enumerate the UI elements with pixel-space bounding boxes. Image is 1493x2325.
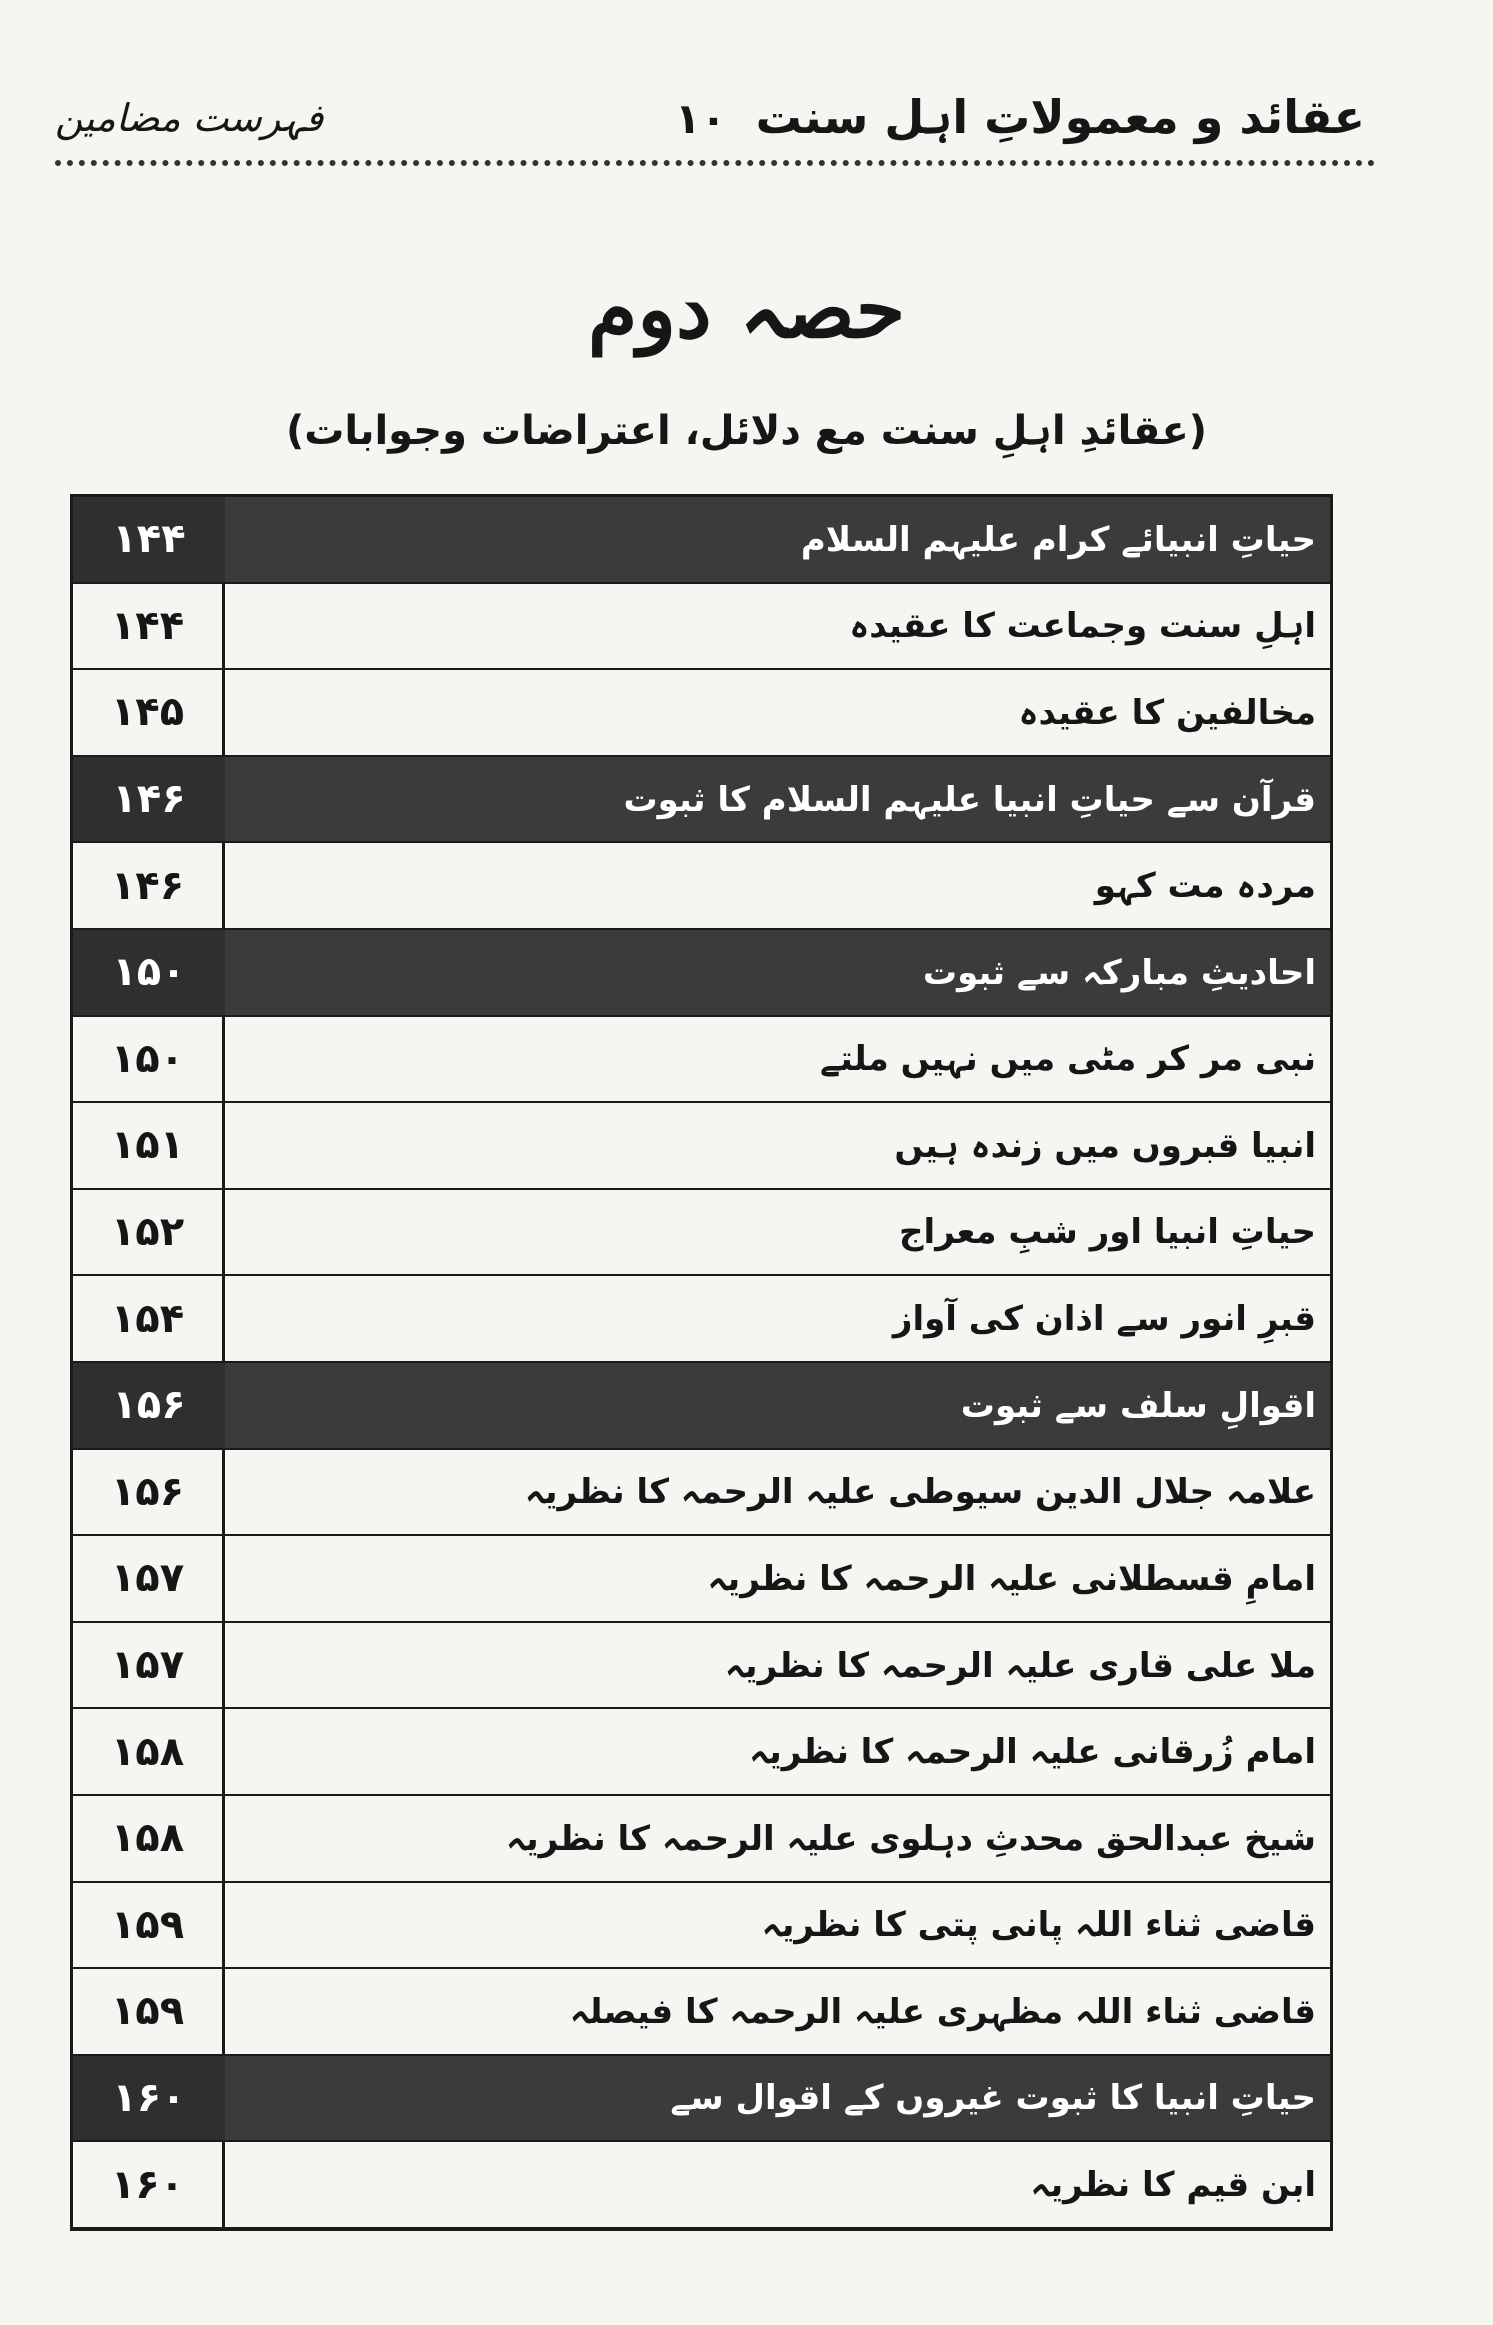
toc-page-number: ۱۵۰ bbox=[73, 930, 225, 1015]
toc-entry-row bbox=[73, 1017, 1330, 1104]
section-title: فہرست مضامین bbox=[55, 96, 324, 140]
toc-entry-row bbox=[73, 670, 1330, 757]
toc-page-number: ۱۵۶ bbox=[73, 1450, 225, 1535]
book-title: عقائد و معمولاتِ اہل سنت bbox=[755, 90, 1365, 144]
toc-entry-title: احادیثِ مبارکہ سے ثبوت bbox=[922, 952, 1316, 993]
toc-entry-title: حیاتِ انبیا کا ثبوت غیروں کے اقوال سے bbox=[670, 2078, 1316, 2119]
toc-page-number: ۱۴۴ bbox=[73, 584, 225, 669]
toc-entry-title: قبرِ انور سے اذان کی آواز bbox=[892, 1299, 1316, 1340]
page-number: ۱۰ bbox=[675, 94, 727, 143]
toc-entry-title: ملا علی قاری علیہ الرحمہ کا نظریہ bbox=[724, 1645, 1316, 1686]
toc-entry-title: قاضی ثناء اللہ پانی پتی کا نظریہ bbox=[761, 1905, 1316, 1946]
toc-entry-row bbox=[73, 1969, 1330, 2056]
toc-page-number: ۱۵۹ bbox=[73, 1883, 225, 1968]
toc-page-number: ۱۵۸ bbox=[73, 1796, 225, 1881]
toc-entry-title: امام زُرقانی علیہ الرحمہ کا نظریہ bbox=[749, 1732, 1316, 1773]
part-title: حصہ دوم bbox=[587, 262, 906, 356]
toc-entry-row bbox=[73, 1536, 1330, 1623]
toc-entry-title: حیاتِ انبیا اور شبِ معراج bbox=[899, 1212, 1316, 1253]
toc-entry-row bbox=[73, 1450, 1330, 1537]
toc-heading-row bbox=[73, 1363, 1330, 1450]
toc-page-number: ۱۴۶ bbox=[73, 843, 225, 928]
toc-entry-row bbox=[73, 2142, 1330, 2229]
toc-entry-title: علامہ جلال الدین سیوطی علیہ الرحمہ کا نظریہ bbox=[524, 1472, 1316, 1513]
toc-heading-row bbox=[73, 930, 1330, 1017]
part-subtitle: (عقائدِ اہلِ سنت مع دلائل، اعتراضات وجوابات) bbox=[285, 408, 1208, 454]
toc-page-number: ۱۴۴ bbox=[73, 497, 225, 582]
toc-entry-row bbox=[73, 1623, 1330, 1710]
toc-entry-row bbox=[73, 1709, 1330, 1796]
toc-page-number: ۱۶۰ bbox=[73, 2056, 225, 2141]
toc-entry-title: ابن قیم کا نظریہ bbox=[1030, 2165, 1316, 2206]
toc-page-number: ۱۵۹ bbox=[73, 1969, 225, 2054]
toc-page-number: ۱۵۱ bbox=[73, 1103, 225, 1188]
toc-entry-title: مخالفین کا عقیدہ bbox=[1018, 692, 1316, 733]
toc-entry-row bbox=[73, 584, 1330, 671]
toc-entry-title: اہلِ سنت وجماعت کا عقیدہ bbox=[849, 606, 1316, 647]
toc-page-number: ۱۴۵ bbox=[73, 670, 225, 755]
toc-entry-title: قاضی ثناء اللہ مظہری علیہ الرحمہ کا فیصلہ bbox=[569, 1991, 1316, 2032]
table-of-contents bbox=[70, 494, 1333, 2231]
toc-entry-row bbox=[73, 1276, 1330, 1363]
toc-page-number: ۱۵۷ bbox=[73, 1536, 225, 1621]
toc-entry-title: شیخ عبدالحق محدثِ دہلوی علیہ الرحمہ کا نظریہ bbox=[505, 1818, 1316, 1859]
toc-heading-row bbox=[73, 2056, 1330, 2143]
toc-entry-title: حیاتِ انبیائے کرام علیہم السلام bbox=[800, 519, 1316, 560]
header-divider bbox=[55, 160, 1375, 166]
toc-entry-title: مردہ مت کہو bbox=[1094, 866, 1316, 907]
toc-page-number: ۱۵۶ bbox=[73, 1363, 225, 1448]
toc-page-number: ۱۵۸ bbox=[73, 1709, 225, 1794]
toc-entry-title: امامِ قسطلانی علیہ الرحمہ کا نظریہ bbox=[707, 1558, 1316, 1599]
toc-entry-row bbox=[73, 1190, 1330, 1277]
toc-page-number: ۱۵۴ bbox=[73, 1276, 225, 1361]
toc-entry-title: انبیا قبروں میں زندہ ہیں bbox=[894, 1125, 1316, 1166]
toc-entry-title: اقوالِ سلف سے ثبوت bbox=[960, 1385, 1316, 1426]
toc-entry-row bbox=[73, 1796, 1330, 1883]
toc-entry-row bbox=[73, 1883, 1330, 1970]
toc-entry-title: نبی مر کر مٹی میں نہیں ملتے bbox=[820, 1039, 1316, 1080]
toc-page-number: ۱۵۷ bbox=[73, 1623, 225, 1708]
toc-page-number: ۱۵۰ bbox=[73, 1017, 225, 1102]
toc-heading-row bbox=[73, 497, 1330, 584]
toc-entry-row bbox=[73, 843, 1330, 930]
page-header bbox=[55, 80, 1365, 150]
toc-page-number: ۱۴۶ bbox=[73, 757, 225, 842]
toc-page-number: ۱۶۰ bbox=[73, 2142, 225, 2227]
toc-entry-row bbox=[73, 1103, 1330, 1190]
toc-entry-title: قرآن سے حیاتِ انبیا علیہم السلام کا ثبوت bbox=[623, 779, 1316, 820]
toc-page-number: ۱۵۲ bbox=[73, 1190, 225, 1275]
toc-heading-row bbox=[73, 757, 1330, 844]
